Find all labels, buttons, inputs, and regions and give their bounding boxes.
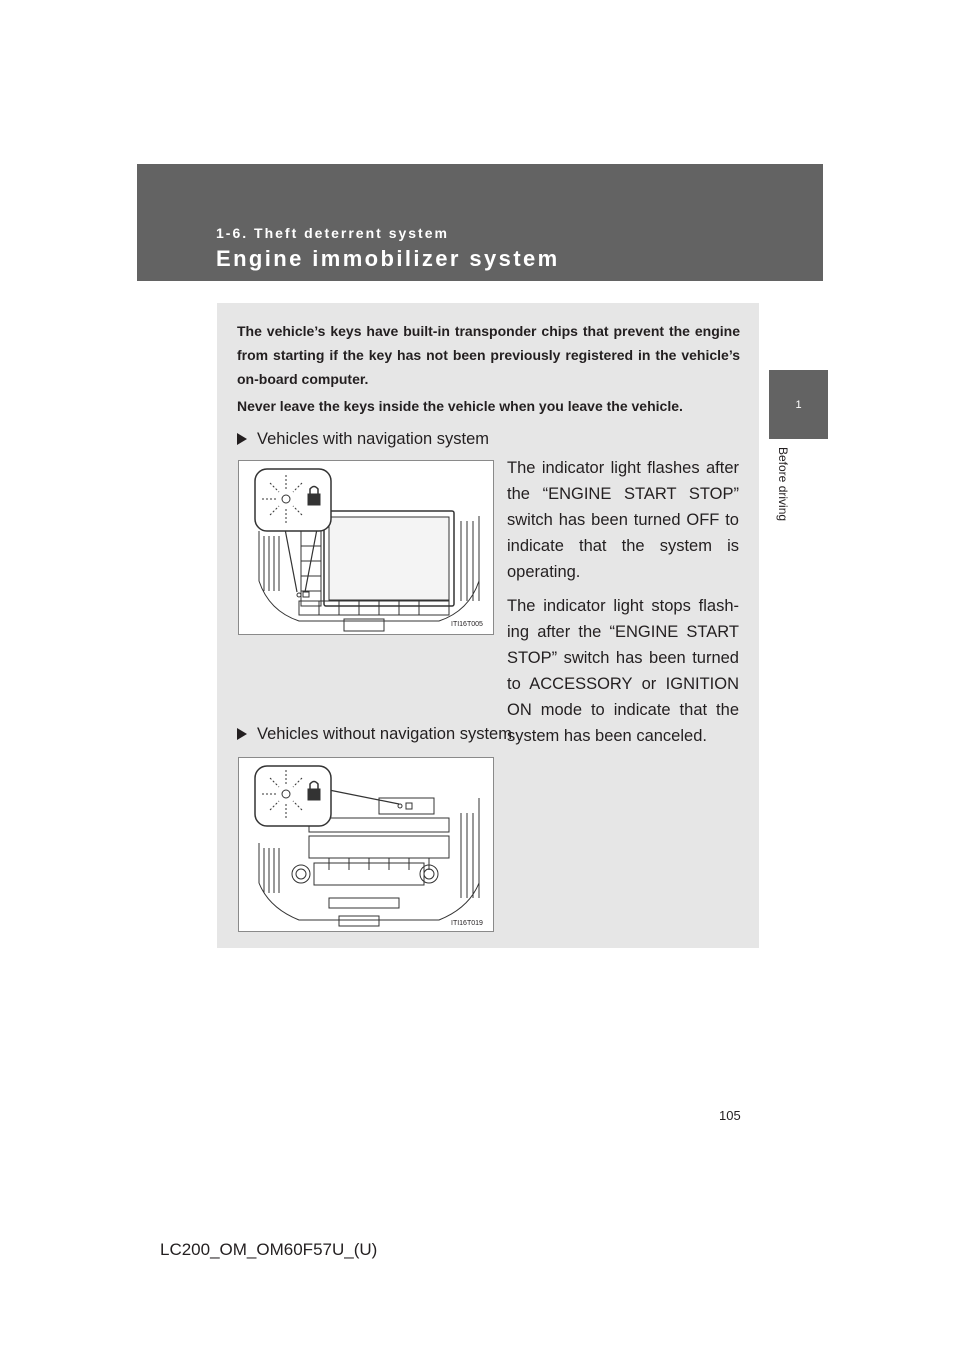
nav-paragraph-2: The indicator light stops flash-ing after the “ENGINE START STOP” switch has been turned to ACCESSORY or IGNITION ON mode to indicate that the system has been canceled. xyxy=(507,597,739,745)
no-nav-figure-code: ITI16T019 xyxy=(451,920,483,927)
nav-figure-code: ITI16T005 xyxy=(451,621,483,628)
content-box xyxy=(217,303,759,948)
nav-heading-label: Vehicles with navigation system xyxy=(257,430,490,448)
nav-dashboard-illustration xyxy=(239,461,493,634)
model-code: LC200_OM_OM60F57U_(U) xyxy=(160,1240,378,1259)
warning-text: Never leave the keys inside the vehicle when you leave the vehicle. xyxy=(237,398,683,414)
intro-text: The vehicle’s keys have built-in transponder chips that prevent the engine from starting if the key has not been previously registered in the vehicle’s on-board computer. xyxy=(237,323,740,387)
triangle-bullet-icon xyxy=(237,728,247,740)
no-nav-heading-label: Vehicles without navigation system xyxy=(257,725,512,743)
no-nav-figure xyxy=(238,757,494,932)
chapter-number: 1 xyxy=(795,398,802,411)
triangle-bullet-icon xyxy=(237,433,247,445)
section-header xyxy=(137,164,823,281)
page-title: Engine immobilizer system xyxy=(216,246,560,271)
chapter-label: Before driving xyxy=(776,447,790,522)
no-nav-dashboard-illustration xyxy=(239,758,493,931)
no-nav-heading xyxy=(237,722,512,746)
nav-figure xyxy=(238,460,494,635)
section-label: 1-6. Theft deterrent system xyxy=(216,225,449,241)
chapter-tab[interactable] xyxy=(769,370,828,439)
page-number: 105 xyxy=(719,1108,741,1123)
nav-paragraph-1: The indicator light flashes after the “ENGINE START STOP” switch has been turned OFF to indicate that the system is operating. xyxy=(507,459,739,581)
nav-heading xyxy=(237,427,489,451)
